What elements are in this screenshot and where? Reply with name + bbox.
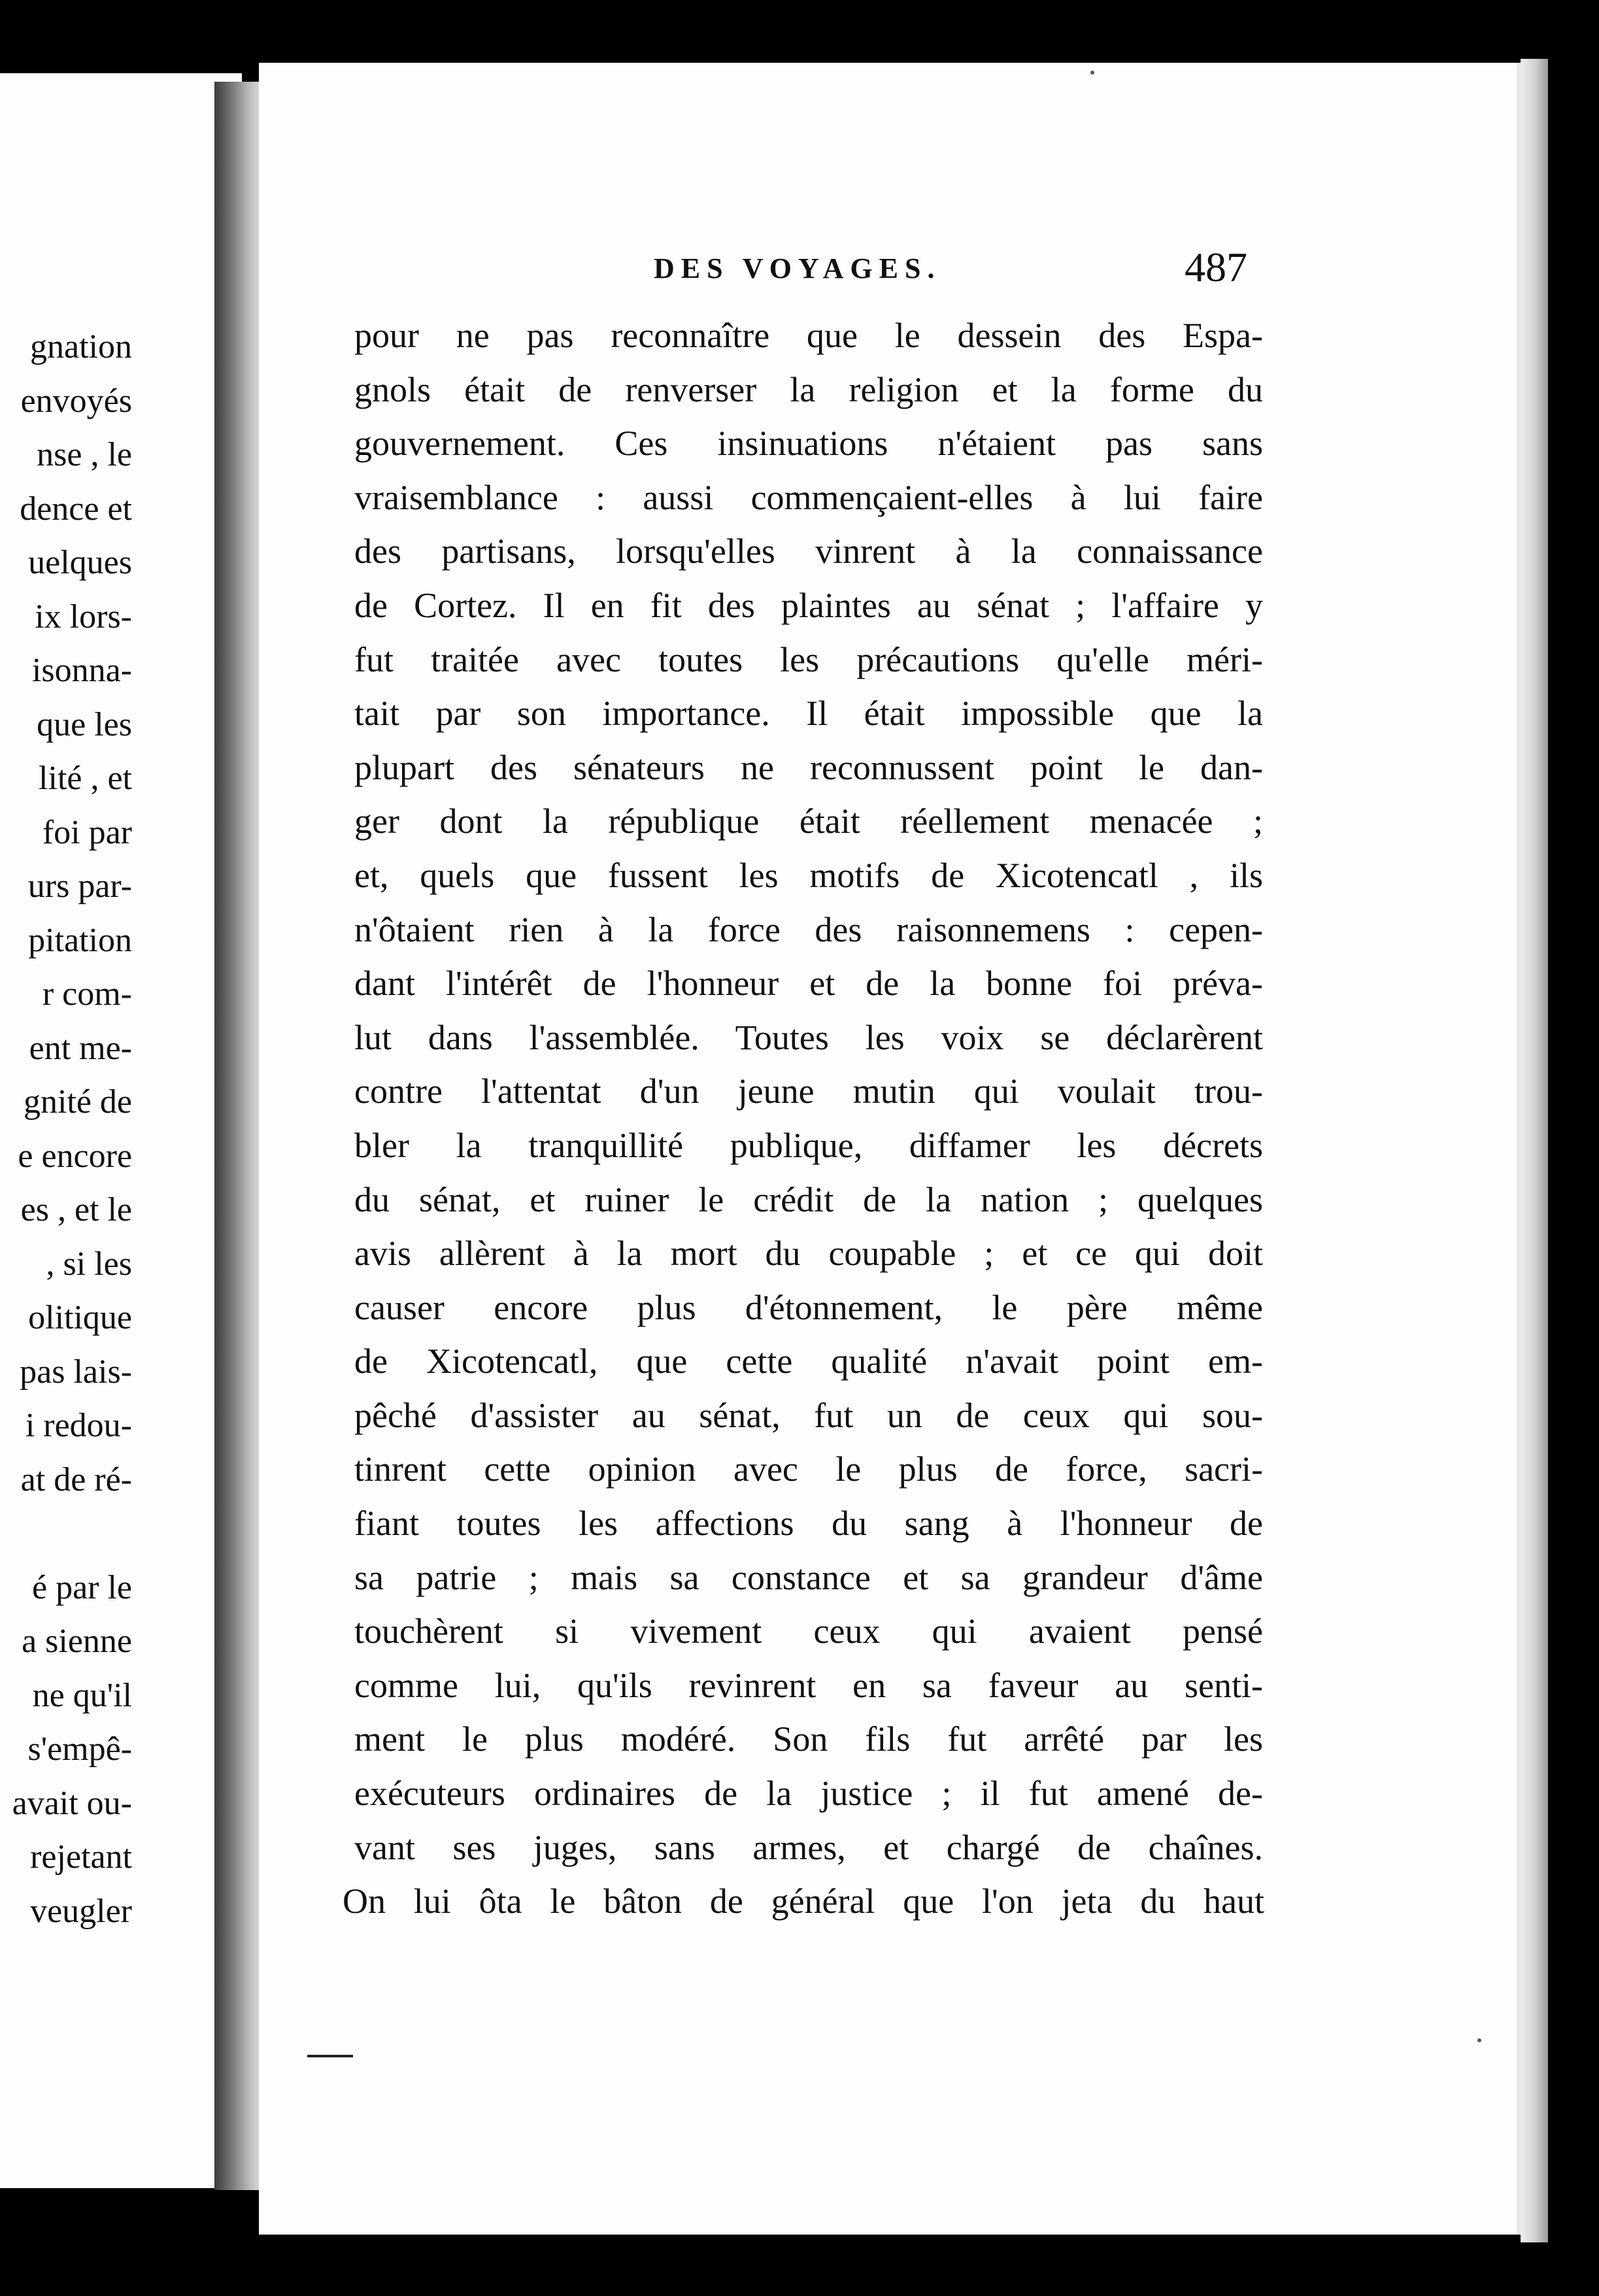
left-line: nse , le: [37, 436, 132, 473]
text-line: plupart des sénateurs ne reconnussent point le dan-: [354, 747, 1263, 787]
left-line: pas lais-: [20, 1353, 132, 1391]
text-line: avis allèrent à la mort du coupable ; et ce qui doit: [354, 1234, 1263, 1274]
left-page: [0, 73, 242, 2188]
left-line: rejetant: [30, 1838, 132, 1876]
text-line: touchèrent si vivement ceux qui avaient pensé: [354, 1612, 1263, 1651]
left-line: que les: [37, 705, 132, 743]
text-line: gouvernement. Ces insinuations n'étaient pas sans: [354, 424, 1263, 464]
left-line: r com-: [42, 975, 132, 1013]
text-line: de Cortez. Il en fit des plaintes au sénat ; l'affaire y: [354, 585, 1263, 625]
running-head: DES VOYAGES.: [654, 252, 941, 284]
text-line: On lui ôta le bâton de général que l'on jeta du haut: [343, 1882, 1264, 1921]
text-line: tait par son importance. Il était impossible que la: [354, 694, 1263, 734]
text-line: des partisans, lorsqu'elles vinrent à la connaissance: [354, 532, 1263, 571]
text-line: causer encore plus d'étonnement, le père même: [354, 1287, 1263, 1327]
left-line: ne qu'il: [32, 1676, 132, 1714]
left-line: gnation: [30, 328, 132, 365]
left-line-gap: [12, 1507, 132, 1561]
left-line: urs par-: [27, 868, 132, 905]
text-line: n'ôtaient rien à la force des raisonnemens : cepen-: [354, 909, 1263, 949]
text-line: et, quels que fussent les motifs de Xicotencatl , ils: [354, 855, 1263, 895]
text-line: fiant toutes les affections du sang à l'honneur de: [354, 1504, 1263, 1544]
left-line: avait ou-: [12, 1784, 132, 1822]
ink-mark: [307, 2055, 353, 2057]
left-line: es , et le: [20, 1191, 132, 1228]
text-line: lut dans l'assemblée. Toutes les voix se déclarèrent: [354, 1017, 1263, 1057]
text-line: du sénat, et ruiner le crédit de la nation ; quelques: [354, 1179, 1263, 1219]
left-line: , si les: [46, 1245, 132, 1283]
left-line: envoyés: [20, 382, 132, 420]
specks: [1090, 71, 1094, 75]
text-line: gnols était de renverser la religion et la forme du: [354, 369, 1263, 409]
text-line: dant l'intérêt de l'honneur et de la bonne foi préva-: [354, 964, 1263, 1004]
left-line: uelques: [28, 544, 132, 581]
left-line: olitique: [28, 1299, 132, 1336]
text-line: fut traitée avec toutes les précautions qu'elle méri-: [354, 639, 1263, 679]
left-line: dence et: [20, 490, 132, 528]
text-line: bler la tranquillité publique, diffamer les décrets: [354, 1125, 1263, 1165]
left-line: é par le: [31, 1568, 132, 1606]
text-line: comme lui, qu'ils revinrent en sa faveur au senti-: [354, 1665, 1263, 1705]
page-number: 487: [1185, 244, 1247, 290]
left-line: veugler: [30, 1892, 132, 1930]
text-line: contre l'attentat d'un jeune mutin qui voulait trou-: [354, 1072, 1263, 1111]
left-line: s'empê-: [27, 1730, 132, 1768]
left-line: pitation: [28, 921, 132, 959]
text-line: pour ne pas reconnaître que le dessein des Espa-: [354, 316, 1263, 355]
left-line: gnité de: [23, 1083, 132, 1121]
text-line: exécuteurs ordinaires de la justice ; il fut amené de-: [354, 1774, 1263, 1814]
left-line: isonna-: [31, 652, 132, 689]
book-gutter-shadow: [214, 82, 261, 2190]
left-line: ix lors-: [35, 598, 132, 635]
left-line: lité , et: [39, 760, 132, 797]
text-line: tinrent cette opinion avec le plus de force, sacri-: [354, 1449, 1263, 1489]
left-line: a sienne: [22, 1623, 132, 1660]
text-line: ment le plus modéré. Son fils fut arrêté par les: [354, 1719, 1263, 1759]
left-line: foi par: [42, 813, 132, 851]
page-edge-shadow: [1521, 59, 1548, 2242]
text-line: pêché d'assister au sénat, fut un de ceux qui sou-: [354, 1395, 1263, 1435]
left-line: ent me-: [29, 1029, 132, 1067]
left-line: i redou-: [25, 1407, 132, 1444]
text-line: de Xicotencatl, que cette qualité n'avait point em-: [354, 1342, 1263, 1381]
text-line: sa patrie ; mais sa constance et sa grandeur d'âme: [354, 1557, 1263, 1597]
text-line: ger dont la république était réellement menacée ;: [354, 802, 1263, 841]
body-text: [343, 309, 1270, 1929]
left-line: e encore: [18, 1137, 132, 1175]
left-line: at de ré-: [20, 1460, 132, 1498]
text-line: vant ses juges, sans armes, et chargé de chaînes.: [354, 1827, 1263, 1867]
left-page-text-fragment: [12, 320, 132, 1938]
specks: [1477, 2038, 1481, 2042]
text-line: vraisemblance : aussi commençaient-elles à lui faire: [354, 477, 1263, 517]
